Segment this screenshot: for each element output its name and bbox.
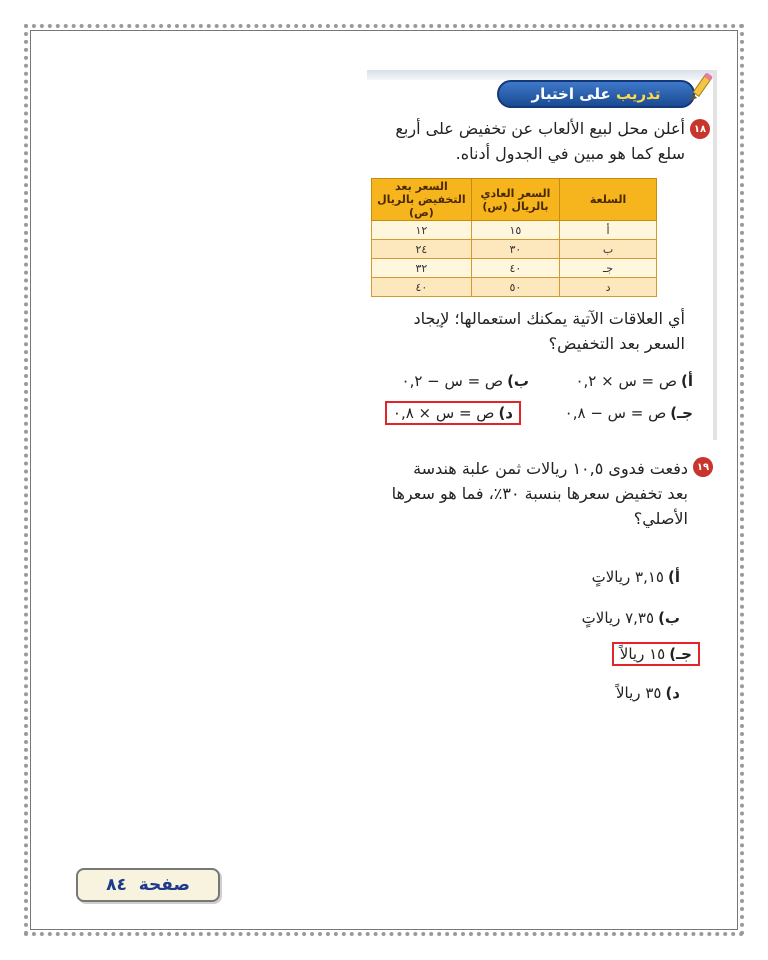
table-header-item: السلعة [560, 179, 657, 221]
option-label: جـ) [670, 404, 693, 422]
option-label: جـ) [669, 645, 692, 663]
option-text: ص = س × ٠,٨ [392, 404, 495, 422]
table-header-discounted-price: السعر بعد التخفيض بالريال (ص) [372, 179, 472, 221]
question-18-line-1: أعلن محل لبيع الألعاب عن تخفيض على أربع [395, 119, 685, 138]
panel-top-band [367, 70, 713, 80]
table-cell-item: أ [560, 221, 657, 240]
table-cell-discounted: ٢٤ [372, 240, 472, 259]
table-cell-discounted: ١٢ [372, 221, 472, 240]
banner-word-practice: تدريب [616, 85, 661, 103]
question-19-line-3: الأصلي؟ [633, 509, 688, 528]
question-19-line-2: بعد تخفيض سعرها بنسبة ٣٠٪، فما هو سعرها [391, 484, 688, 503]
table-cell-item: ب [560, 240, 657, 259]
table-header-row [372, 179, 657, 221]
table-cell-regular: ٤٠ [471, 259, 559, 278]
table-cell-discounted: ٤٠ [372, 278, 472, 297]
answer-option-b[interactable] [402, 372, 529, 390]
option-label: أ) [668, 568, 680, 586]
discount-price-table [371, 178, 657, 297]
option-text: ص = س × ٠,٢ [575, 372, 677, 390]
answer-option-c[interactable] [565, 404, 693, 422]
question-18-text [375, 116, 685, 166]
option-label: أ) [681, 372, 693, 390]
q19-option-b[interactable] [582, 609, 680, 627]
table-row [372, 259, 657, 278]
option-text: ٣,١٥ ريالاتٍ [591, 568, 664, 586]
table-row [372, 221, 657, 240]
table-cell-discounted: ٣٢ [372, 259, 472, 278]
question-19-number: ١٩ [693, 457, 713, 477]
option-label: ب) [507, 372, 529, 390]
question-18-prompt-line-1: أي العلاقات الآتية يمكنك استعمالها؛ لإيجاد [413, 309, 685, 328]
table-header-regular-price: السعر العادي بالريال (س) [471, 179, 559, 221]
table-row [372, 240, 657, 259]
table-row [372, 278, 657, 297]
question-19-line-1: دفعت فدوى ١٠,٥ ريالات ثمن علبة هندسة [413, 459, 688, 478]
question-19-text [380, 456, 688, 531]
page-number: ٨٤ [106, 875, 127, 895]
banner-word-test: على اختبار [531, 85, 611, 103]
option-label: ب) [658, 609, 680, 627]
table-cell-item: د [560, 278, 657, 297]
answer-option-a[interactable] [575, 372, 693, 390]
option-text: ص = س − ٠,٢ [401, 372, 504, 390]
option-text: ١٥ ريالاً [619, 645, 666, 663]
table-cell-regular: ٥٠ [471, 278, 559, 297]
q19-option-d[interactable] [616, 684, 680, 702]
test-practice-panel [367, 70, 717, 440]
table-cell-regular: ١٥ [471, 221, 559, 240]
q19-option-a[interactable] [592, 568, 680, 586]
question-18-number: ١٨ [690, 119, 710, 139]
question-18-prompt [365, 306, 685, 356]
option-text: ٣٥ ريالاً [616, 684, 662, 702]
test-practice-banner [497, 80, 695, 108]
q19-option-c-highlighted[interactable] [612, 642, 700, 666]
question-18-prompt-line-2: السعر بعد التخفيض؟ [548, 334, 685, 353]
option-label: د) [665, 684, 680, 702]
option-text: ٧,٣٥ ريالاتٍ [581, 609, 655, 627]
question-18-line-2: سلع كما هو مبين في الجدول أدناه. [455, 144, 685, 163]
option-text: ص = س − ٠,٨ [564, 404, 667, 422]
table-cell-regular: ٣٠ [471, 240, 559, 259]
option-label: د) [498, 404, 513, 422]
table-cell-item: جـ [560, 259, 657, 278]
page-label: صفحة [138, 875, 190, 895]
answer-option-d-highlighted[interactable] [385, 401, 521, 425]
pencil-icon [685, 72, 717, 104]
page-number-tag [76, 868, 220, 902]
